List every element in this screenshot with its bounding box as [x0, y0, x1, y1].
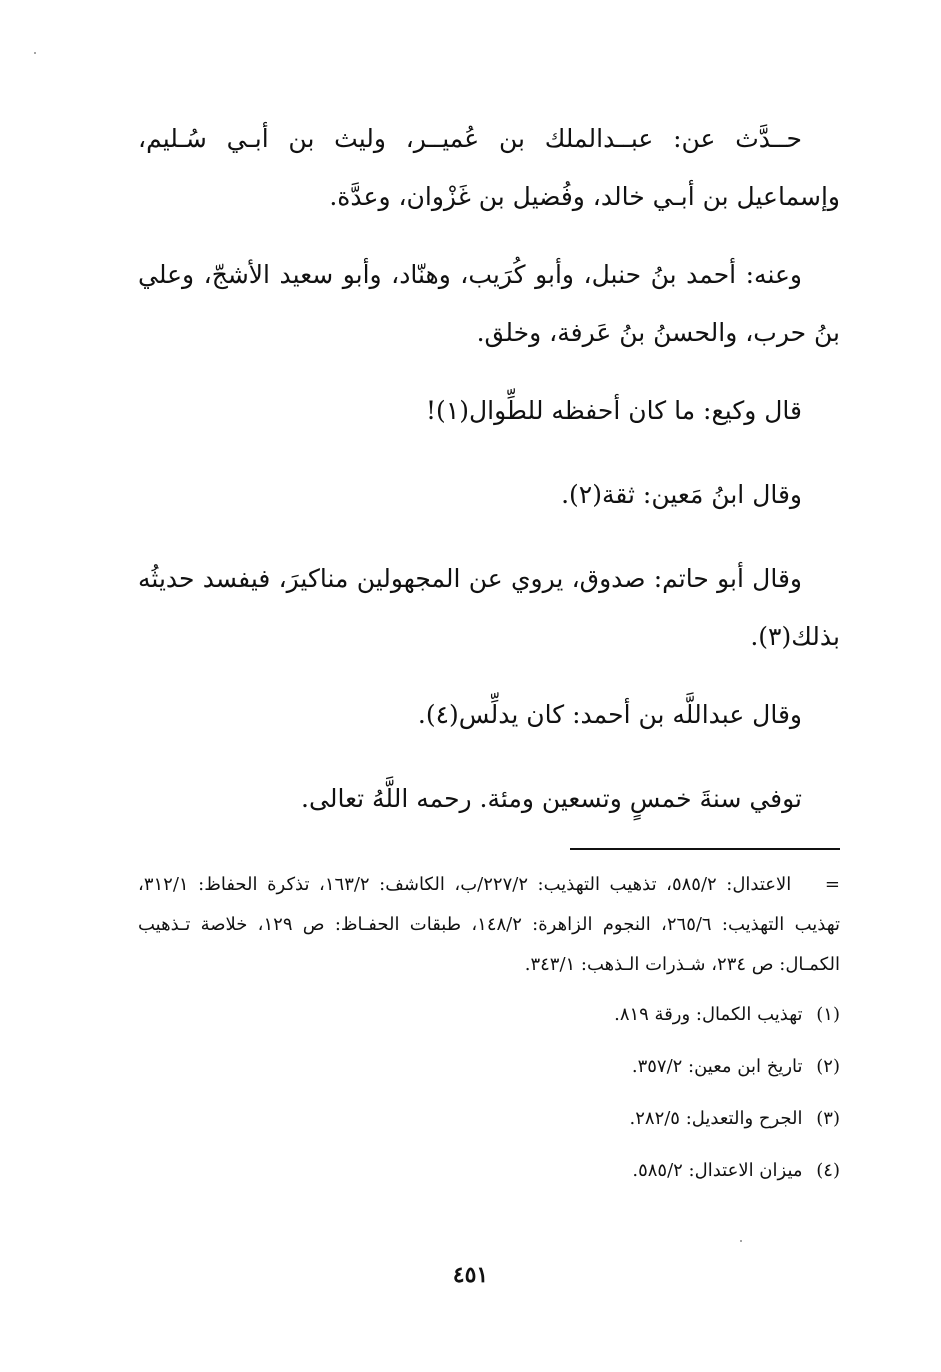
scan-speck: [34, 52, 36, 54]
footnote-number: (٢): [816, 1056, 840, 1077]
continuation-text: الاعتدال: ٥٨٥/٢، تذهيب التهذيب: ٢٢٧/٢/ب، الكاشف: ١٦٣/٢، تذكرة الحفاظ: ٣١٢/١، تهذيب التهذيب: ٢٦٥/٦، النجوم الزاهرة: ١٤٨/٢، طبقات الحفـاظ: ص ١٢٩، خلاصة تـذهيب الكمـال: ص ٢٣٤، شـذرات الـذهب: ٣٤٣/١.: [138, 874, 841, 975]
paragraph-abu-hatim-quote: وقال أبو حاتم: صدوق، يروي عن المجهولين مناكيرَ، فيفسد حديثُه بذلك(٣).: [138, 564, 840, 651]
page-number: ٤٥١: [452, 1262, 489, 1288]
footnote-text: تهذيب الكمال: ورقة ٨١٩.: [614, 1004, 803, 1025]
footnotes-section: [138, 865, 840, 1197]
main-text-body: [138, 110, 840, 854]
paragraph-ibn-maeen-quote: وقال ابنُ مَعين: ثقة(٢).: [561, 480, 802, 509]
footnote-number: (٤): [816, 1160, 840, 1181]
footnote-text: الجرح والتعديل: ٢٨٢/٥.: [629, 1108, 803, 1129]
footnote-item: [138, 1145, 840, 1197]
paragraph-waki-quote: قال وكيع: ما كان أحفظه للطِّوال(١)!: [426, 396, 802, 425]
footnote-text: تاريخ ابن معين: ٣٥٧/٢.: [631, 1056, 803, 1077]
footnote-number: (٣): [816, 1108, 840, 1129]
footnote-item: [138, 1041, 840, 1093]
footnote-separator-line: [570, 848, 840, 850]
paragraph-narrators-from: حــدَّث عن: عبــدالملك بن عُميــر، وليث بن أبـي سُـليم، وإسماعيل بن أبـي خالد، وفُضيل بن غَزْوان، وعدَّة.: [138, 124, 840, 211]
paragraph-narrators-to: وعنه: أحمد بنُ حنبل، وأبو كُرَيب، وهنّاد، وأبو سعيد الأشجّ، وعلي بنُ حرب، والحسنُ بنُ عَرفة، وخلق.: [138, 260, 840, 347]
footnote-item: [138, 989, 840, 1041]
footnote-item: [138, 1093, 840, 1145]
paragraph-abdullah-quote: وقال عبداللَّه بن أحمد: كان يدلِّس(٤).: [417, 700, 802, 729]
footnote-text: ميزان الاعتدال: ٥٨٥/٢.: [632, 1160, 803, 1181]
footnote-continuation: [138, 865, 840, 985]
scan-speck: [740, 1240, 742, 1242]
continuation-marker: =: [824, 874, 840, 895]
paragraph-death-date: توفي سنةَ خمسٍ وتسعين ومئة. رحمه اللَّهُ تعالى.: [301, 784, 802, 813]
footnote-number: (١): [816, 1004, 840, 1025]
